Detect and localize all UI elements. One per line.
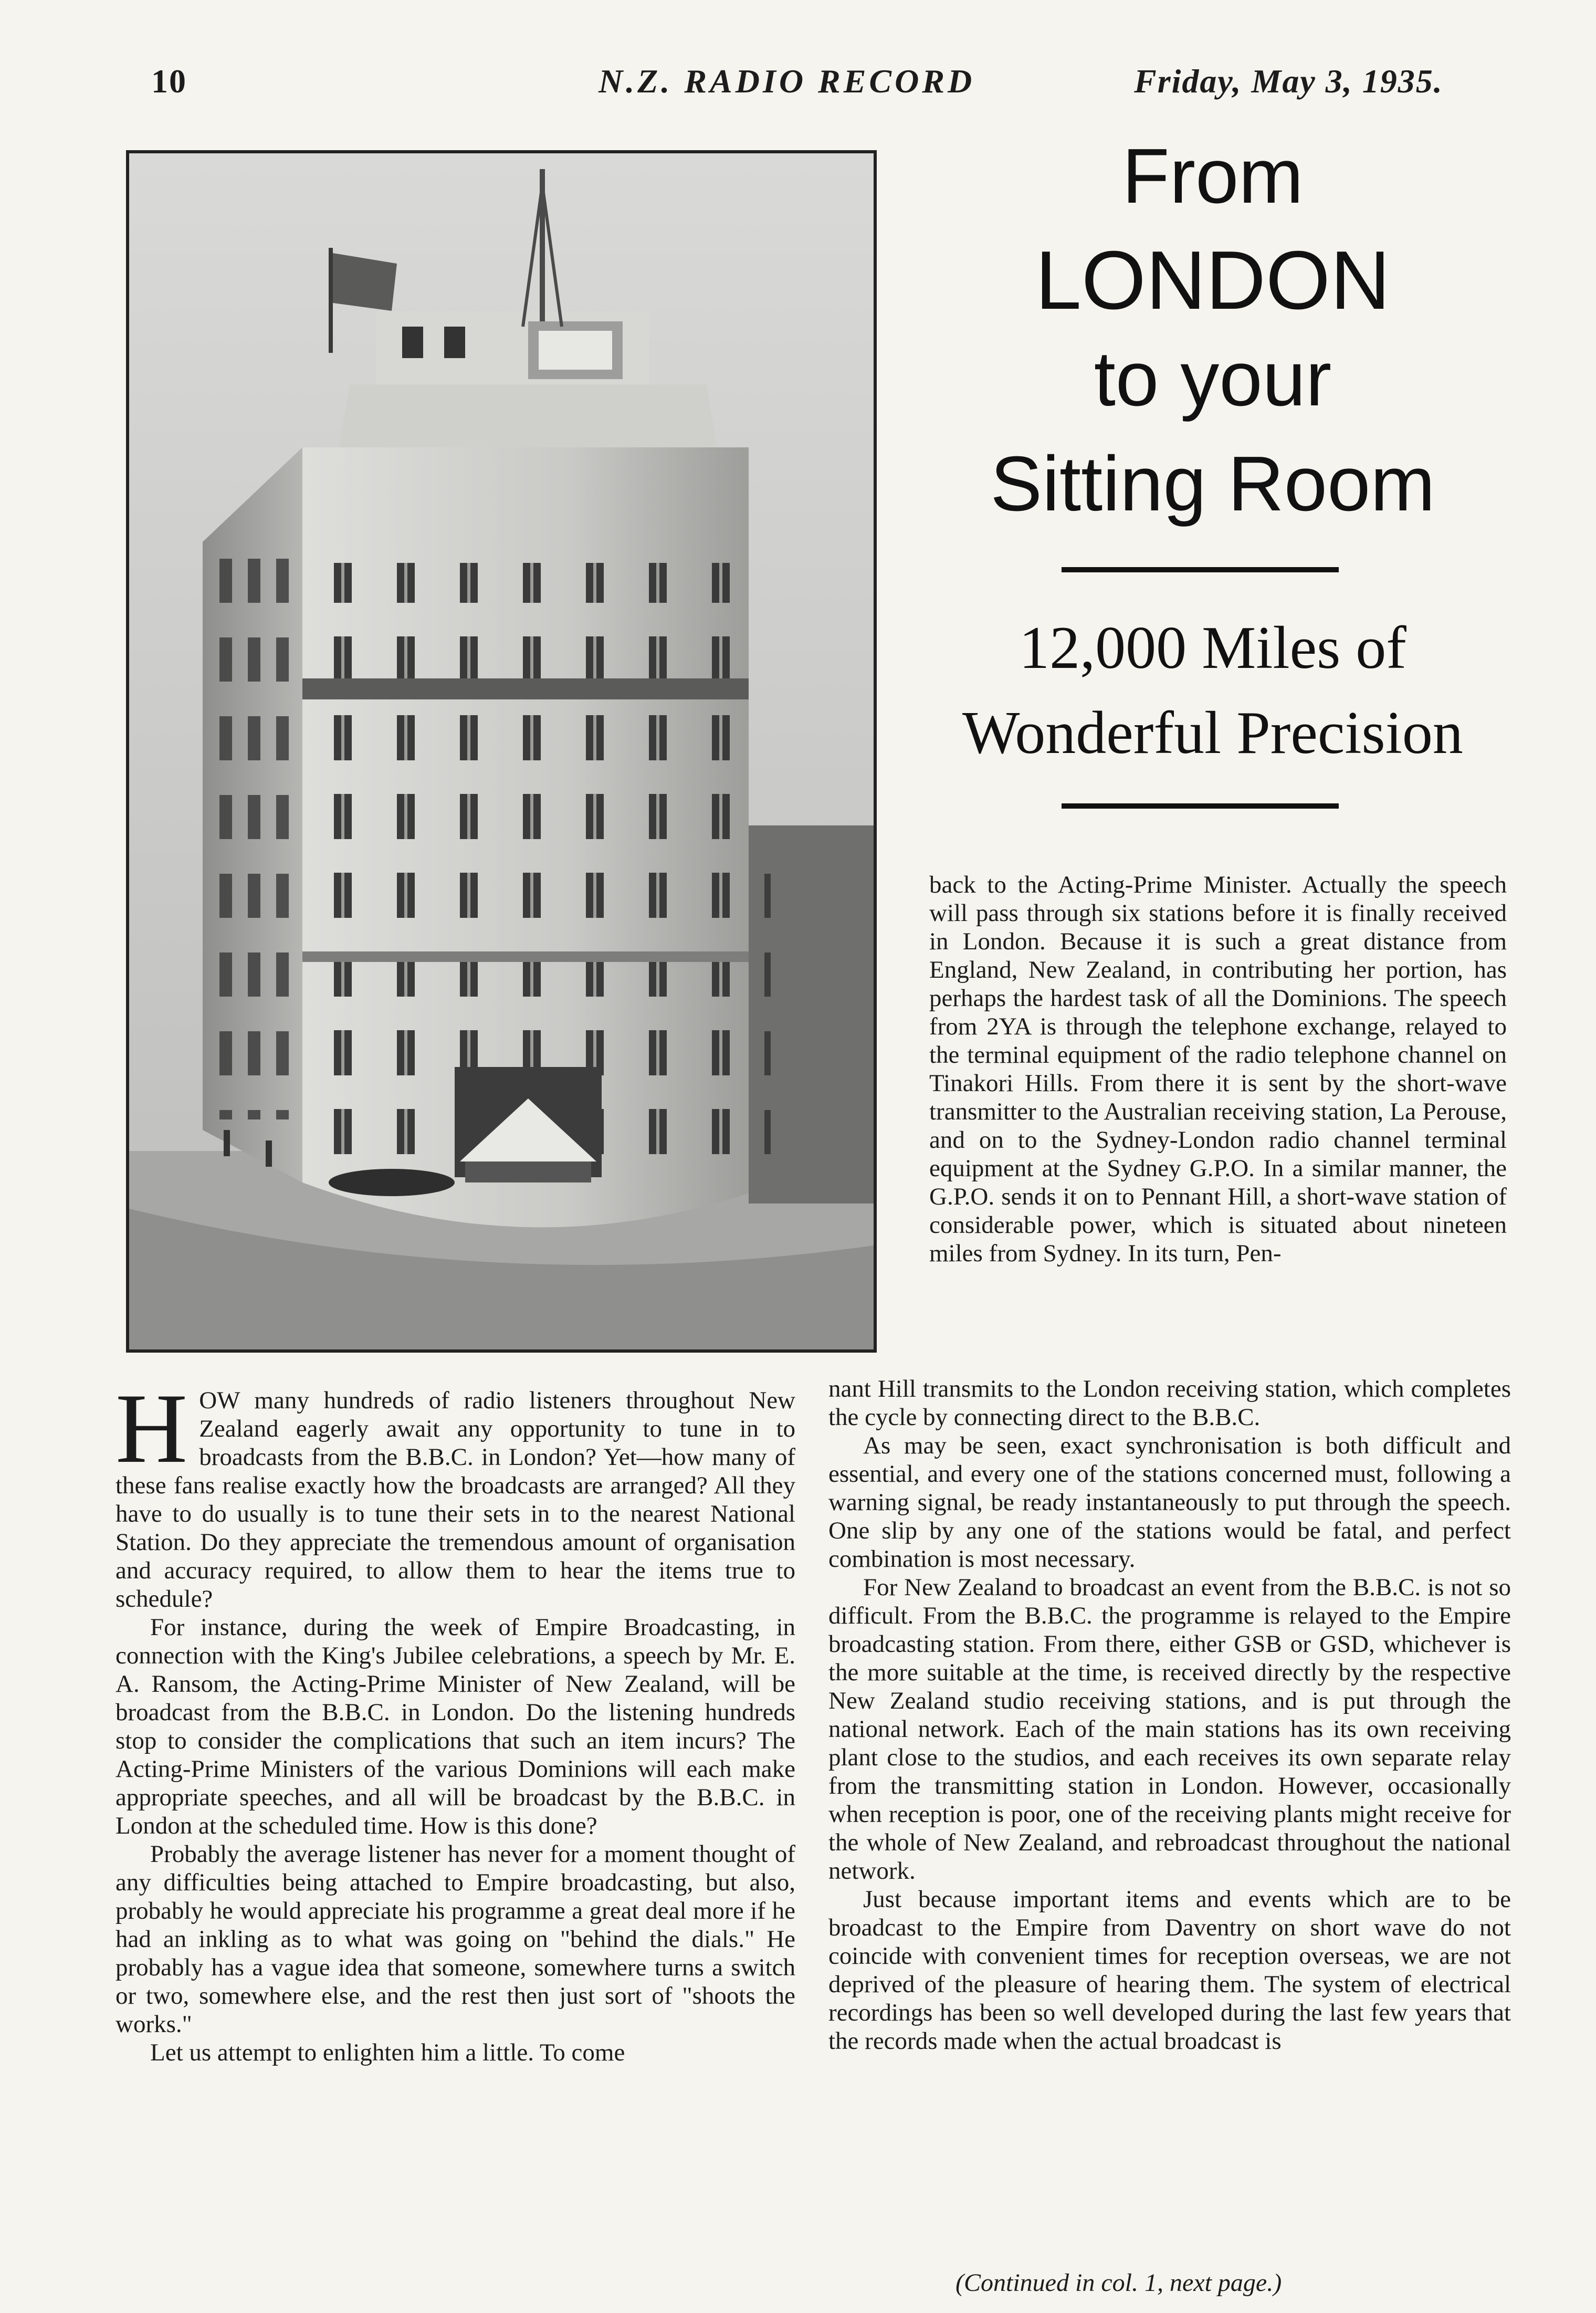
article-paragraph: nant Hill transmits to the London receiving station, which completes the cycle by connecting direct to the B.B.C. xyxy=(828,1375,1511,1431)
broadcasting-house-illustration xyxy=(129,153,874,1349)
opening-paragraph-text: OW many hundreds of radio listeners throughout New Zealand eagerly await any opportunity to tune in to broadcasts from the B.B.C. in London? Yet—how many of these fans realise exactly how the broadcasts are arranged? All they have to do usually is to tune their sets in to the nearest National Station. Do they appreciate the tremendous amount of organisation and accuracy required, to allow them to hear the items true to schedule? xyxy=(116,1387,795,1613)
article-column-left xyxy=(116,1374,795,2067)
article-paragraph: For New Zealand to broadcast an event from the B.B.C. is not so difficult. From the B.B.C. the programme is relayed to the Empire broadcasting station. From there, either GSB or GSD, whichever is the more suitable at the time, is received directly by the respective New Zealand studio receiving stations, and is put through the national network. Each of the main stations has its own receiving plant close to the studios, and each receives its own separate relay from the transmitting station in London. However, occasionally when reception is poor, one of the receiving plants might receive for the whole of New Zealand, and rebroadcast throughout the national network. xyxy=(828,1574,1511,1885)
article-paragraph: back to the Acting-Prime Minister. Actually the speech will pass through six stations before it is finally received in London. Because it is such a great distance from England, New Zealand, in contributing her portion, has perhaps the hardest task of all the Dominions. The speech from 2YA is through the telephone exchange, relayed to the terminal equipment of the radio telephone channel on Tinakori Hills. From there it is sent by the short-wave transmitter to the Australian receiving station, La Perouse, and on to the Sydney-London radio channel terminal equipment at the Sydney G.P.O. In a similar manner, the G.P.O. sends it on to Pennant Hill, a short-wave station of considerable power, which is situated about nineteen miles from Sydney. In its turn, Pen- xyxy=(929,871,1507,1267)
article-column-right-top xyxy=(929,871,1507,1268)
article-paragraph: As may be seen, exact synchronisation is both difficult and essential, and every one of the stations concerned must, following a warning signal, be ready instantaneously to put through the speech. One slip by any one of the stations would be fatal, and perfect combination is most necessary. xyxy=(828,1432,1511,1573)
subheadline-miles: 12,000 Miles of xyxy=(1019,614,1406,682)
article-paragraph: For instance, during the week of Empire Broadcasting, in connection with the King's Jubilee celebrations, a speech by Mr. E. A. Ransom, the Acting-Prime Minister of New Zealand, will be broadcast from the B.B.C. in London. Do the listening hundreds stop to consider the complications that such an item incurs? The Acting-Prime Ministers of the various Dominions will each make appropriate speeches, and all will be broadcast by the B.B.C. in London at the scheduled time. How is this done? xyxy=(116,1614,795,1839)
article-paragraph: Just because important items and events which are to be broadcast to the Empire from Daventry on short wave do not coincide with convenient times for reception overseas, we are not deprived of the pleasure of hearing them. The system of electrical recordings has been so well developed during the last few years that the records made when the actual broadcast is xyxy=(828,1886,1511,2055)
drop-cap: H xyxy=(116,1374,188,1484)
continued-note: (Continued in col. 1, next page.) xyxy=(956,2269,1282,2297)
headline-from: From xyxy=(1122,133,1304,219)
subheadline-precision: Wonderful Precision xyxy=(962,699,1463,767)
article-paragraph: Let us attempt to enlighten him a little. To come xyxy=(150,2039,625,2066)
issue-date: Friday, May 3, 1935. xyxy=(1134,62,1443,100)
headline-to-your: to your xyxy=(1094,336,1332,422)
headline-sitting-room: Sitting Room xyxy=(990,441,1435,527)
article-column-right xyxy=(828,1375,1511,2055)
article-opening-paragraph xyxy=(116,1374,795,1613)
article-paragraph: Probably the average listener has never for a moment thought of any difficulties being attached to Empire broadcasting, but also, probably he would appreciate his programme a great deal more if he had an inkling as to what was going on "behind the dials." He probably has a vague idea that someone, somewhere turns a switch or two, somewhere else, and the rest then just sort of "shoots the works." xyxy=(116,1840,795,2038)
publication-name: N.Z. RADIO RECORD xyxy=(598,62,975,100)
building-photo xyxy=(126,150,877,1353)
page-number: 10 xyxy=(151,62,187,100)
headline-london: LONDON xyxy=(1035,234,1390,327)
subheadline-divider xyxy=(1062,803,1339,809)
headline-divider xyxy=(1062,567,1339,572)
